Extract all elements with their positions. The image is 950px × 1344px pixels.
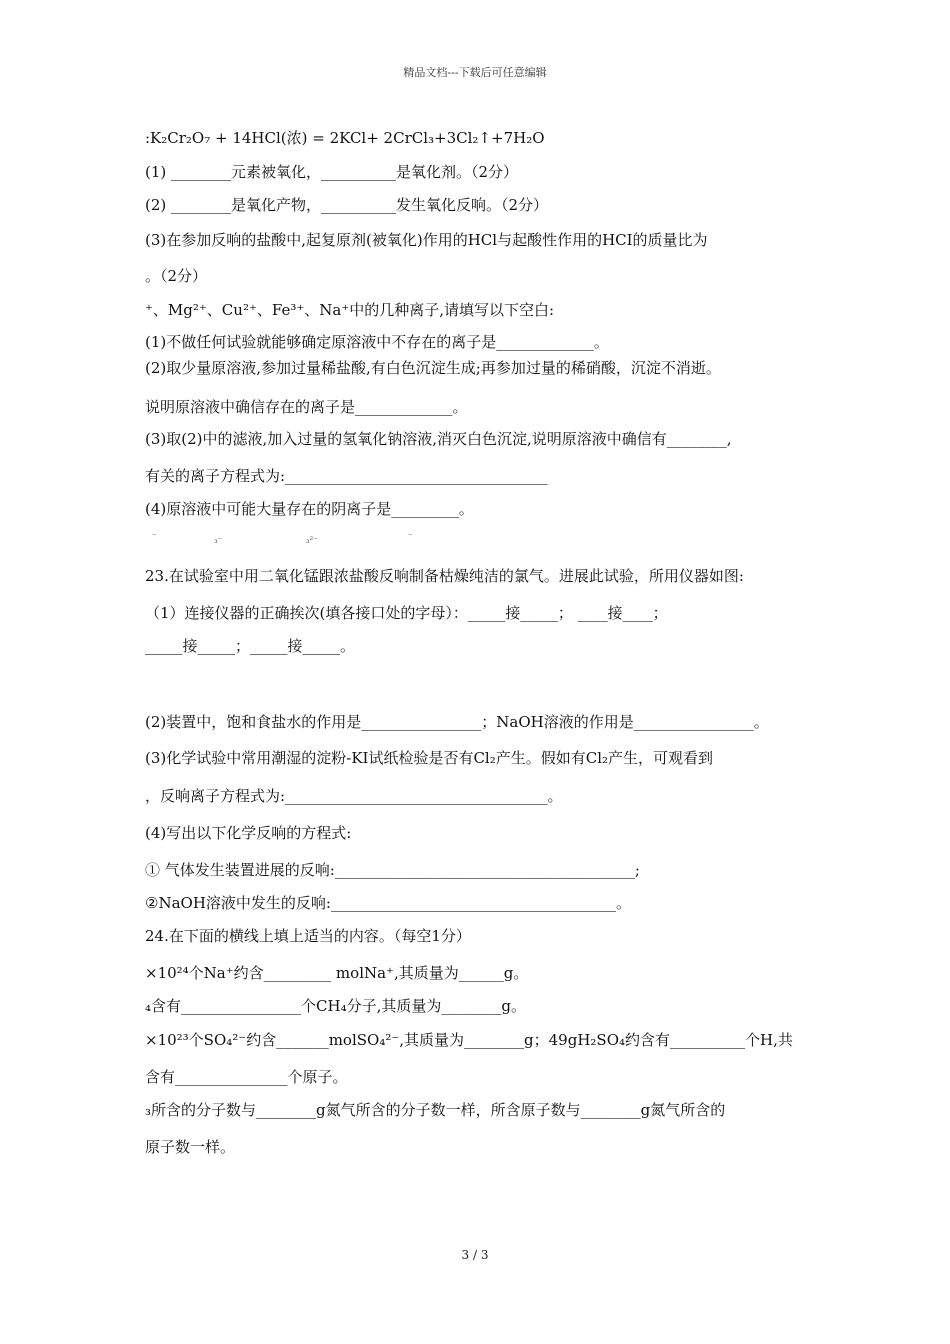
page-number: 3 / 3 [461,1248,489,1262]
question-23-title: 23.在试验室中用二氧化锰跟浓盐酸反响制备枯燥纯洁的氯气。进展此试验，所用仪器如图: [145,567,744,585]
text-line: :K₂Cr₂O₇ + 14HCl(浓) = 2KCl+ 2CrCl₃+3Cl₂↑+7H₂O [145,129,545,147]
text-line: (4)写出以下化学反响的方程式: [145,824,352,842]
page-header: 精品文档---下载后可任意编辑 [403,66,547,79]
text-line: ₄含有________________个CH₄分子,其质量为________g。 [145,997,526,1015]
text-line: ②NaOH溶液中发生的反响:______________________________________。 [145,894,631,912]
text-line: 有关的离子方程式为:___________________________________ [145,467,548,485]
text-line: 含有_______________个原子。 [145,1068,348,1086]
question-24-title: 24.在下面的横线上填上适当的内容。（每空1分） [145,927,471,945]
formula-fragment: ₃⁻ [214,536,223,546]
text-line: (3)在参加反响的盐酸中,起复原剂(被氧化)作用的HCl与起酸性作用的HCI的质量比为 [145,231,708,249]
formula-fragment: ⁻ [152,532,157,542]
text-line: (3)取(2)中的滤液,加入过量的氢氧化钠溶液,消灭白色沉淀,说明原溶液中确信有________, [145,430,732,448]
text-line: (2) ________是氧化产物，__________发生氧化反响。（2分） [145,196,549,214]
formula-fragment: ⁻ [408,532,413,542]
formula-fragment: ₃²⁻ [306,536,318,546]
text-line: (3)化学试验中常用潮湿的淀粉-KI试纸检验是否有Cl₂产生。假如有Cl₂产生，可观看到 [145,749,714,767]
text-line: 原子数一样。 [145,1138,236,1156]
text-line: ⁺、Mg²⁺、Cu²⁺、Fe³⁺、Na⁺中的几种离子,请填写以下空白: [145,301,555,319]
text-line: ×10²³个SO₄²⁻约含_______molSO₄²⁻,其质量为________g；49gH₂SO₄约含有__________个H,共 [145,1031,793,1049]
text-line: ，反响离子方程式为:___________________________________。 [145,787,563,805]
text-line: （1）连接仪器的正确挨次(填各接口处的字母）：_____接_____； ____接____； [145,604,668,622]
text-line: (1) ________元素被氧化，__________是氧化剂。（2分） [145,163,519,181]
text-line: ① 气体发生装置进展的反响:________________________________________; [145,861,640,879]
text-line: 。（2分） [145,267,208,285]
text-line: (2)取少量原溶液,参加过量稀盐酸,有白色沉淀生成;再参加过量的稀硝酸，沉淀不消逝。 [145,359,721,377]
text-line: _____接_____；_____接_____。 [145,637,356,655]
text-line: (1)不做任何试验就能够确定原溶液中不存在的离子是_____________。 [145,333,609,351]
text-line: ₃所含的分子数与________g氮气所含的分子数一样，所含原子数与________g氮气所含的 [145,1101,726,1119]
text-line: ×10²⁴个Na⁺约含_________ molNa⁺,其质量为______g。 [145,964,529,982]
text-line: (4)原溶液中可能大量存在的阴离子是_________。 [145,500,474,518]
text-line: 说明原溶液中确信存在的离子是_____________。 [145,398,468,416]
text-line: (2)装置中，饱和食盐水的作用是________________；NaOH溶液的作用是________________。 [145,713,769,731]
